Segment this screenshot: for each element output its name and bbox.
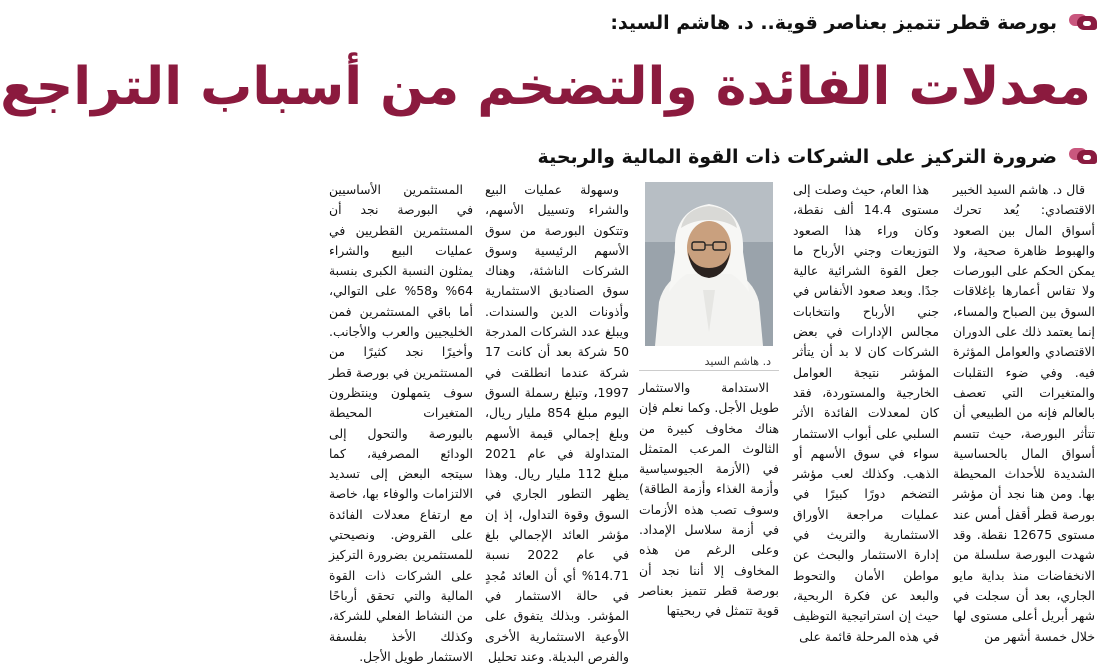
article-column-2 <box>793 180 940 644</box>
article-column-4 <box>485 180 630 664</box>
author-photo-box <box>639 180 779 371</box>
article-kicker: بورصة قطر تتميز بعناصر قوية.. د. هاشم السيد: <box>610 12 1057 34</box>
author-photo <box>645 182 773 346</box>
column-text: الاستدامة والاستثمار طويل الأجل. وكما نعلم فإن هناك مخاوف كبيرة من الثالوث المرعب المتمثل في (الأزمة الجيوسياسية وأزمة الغذاء وأزمة الطاقة) وسوف تصب هذه الأزمات في أزمة سلاسل الإمداد. وعلى الرغم من هذه المخاوف إلا أننا نجد أن بورصة قطر تتميز بعناصر قوية تتمثل في ربحيتها <box>639 380 779 619</box>
article-column-5 <box>329 180 473 664</box>
subhead-row <box>330 142 1097 172</box>
newspaper-logo-icon <box>1065 13 1097 33</box>
kicker-row <box>552 6 1097 40</box>
column-text: قال د. هاشم السيد الخبير الاقتصادي: يُعد تحرك أسواق المال بين الصعود والهبوط ظاهرة صحية، ولا يمكن الحكم على البورصات ولا تقاس أعمارها بإغلاقات السوق بين الصباح والمساء، إنما يعتمد ذلك على الدوران الاقتصادي والعوامل المؤثرة فيه. وفي ضوء التقلبات والمتغيرات التي تعصف بالعالم فإنه من الطبيعي أن تتأثر البورصة، حيث تتسم أسواق المال بالحساسية الشديدة للأحداث المحيطة بها. ومن هنا نجد أن مؤشر بورصة قطر أقفل أمس عند مستوى 12675 نقطة. وقد شهدت البورصة سلسلة من الانخفاضات منذ بداية مايو الجاري، بعد أن سجلت في شهر أبريل أعلى مستوى لها خلال خمسة أشهر من <box>953 182 1095 644</box>
column-text: وسهولة عمليات البيع والشراء وتسييل الأسهم، وتتكون البورصة من سوق الأسهم الرئيسية وسوق الشركات الناشئة، وهناك سوق الصناديق الاستثمارية وأذونات الدين والسندات. ويبلغ عدد الشركات المدرجة 50 شركة بعد أن كانت 17 شركة عندما انطلقت في 1997، وتبلغ رسملة السوق اليوم مبلغ 854 مليار ريال، وبلغ إجمالي قيمة الأسهم المتداولة في عام 2021 مبلغ 112 مليار ريال. وهذا يظهر التطور الجاري في السوق وقوة التداول، إذ إن مؤشر العائد الإجمالي بلغ في عام 2022 نسبة 14.71% أي أن العائد مُجدٍ في حالة الاستثمار في المؤشر. وبذلك يتفوق على الأوعية الاستثمارية الأخرى والفرص البديلة. وعند تحليل <box>485 182 630 664</box>
article-column-1 <box>953 180 1095 644</box>
article-subhead: ضرورة التركيز على الشركات ذات القوة المالية والربحية <box>537 146 1057 168</box>
article-column-3 <box>639 378 779 620</box>
photo-caption: د. هاشم السيد <box>704 355 771 368</box>
column-text: المستثمرين الأساسيين في البورصة نجد أن المستثمرين القطريين في عمليات البيع والشراء يمثلون النسبة الكبرى بنسبة 64% و58% على التوالي، أما باقي المستثمرين فمن الخليجيين والعرب والأجانب. وأخيرًا نجد كثيرًا من المستثمرين في بورصة قطر سوف يتمهلون وينتظرون المتغيرات المحيطة بالبورصة والتحول إلى الودائع المصرفية، كما سيتجه البعض إلى تسديد الالتزامات والوفاء بها، خاصة مع ارتفاع معدلات الفائدة على القروض. ونصيحتي للمستثمرين بضرورة التركيز على الشركات ذات القوة المالية والتي تحقق أرباحًا من النشاط الفعلي للشركة، وكذلك الأخذ بفلسفة الاستثمار طويل الأجل. <box>329 182 473 664</box>
newspaper-logo-icon <box>1065 147 1097 167</box>
column-text: هذا العام، حيث وصلت إلى مستوى 14.4 ألف نقطة، وكان وراء هذا الصعود التوزيعات وجني الأرباح ما جعل القوة الشرائية عالية جدًا. وبعد صعود الأنفاس في جني الأرباح وانتخابات مجالس الإدارات في بعض الشركات كان لا بد أن يتأثر المؤشر نتيجة العوامل الخارجية والمستوردة، فقد كان لمعدلات الفائدة الأثر السلبي على أبواب الاستثمار سواء في سوق الأسهم أو الذهب. وكذلك لعب مؤشر التضخم دورًا كبيرًا في عمليات مراجعة الأوراق الاستثمارية والتريث في إدارة الاستثمار والبحث عن مواطن الأمان والتحوط والبعد عن فكرة الربحية، حيث إن استراتيجية التوظيف في هذه المرحلة قائمة على <box>793 182 940 644</box>
article-headline: معدلات الفائدة والتضخم من أسباب التراجع <box>0 57 1091 117</box>
